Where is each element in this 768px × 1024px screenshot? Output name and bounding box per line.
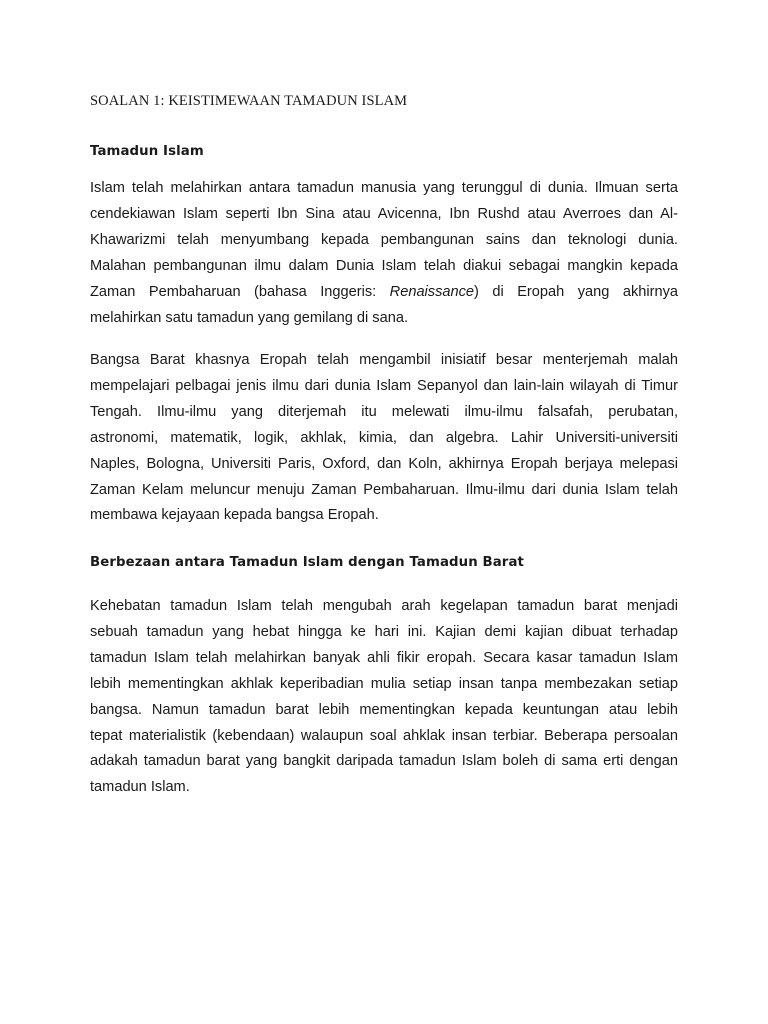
text-line: Islam telah melahirkan antara tamadun manusia yang terunggul di dunia. Ilmuan serta — [90, 180, 678, 196]
text-line: adakah tamadun barat yang bangkit daripada tamadun Islam boleh di sama erti dengan — [90, 753, 678, 770]
text-line: Tengah. Ilmu-ilmu yang diterjemah itu melewati ilmu-ilmu falsafah, perubatan, — [90, 403, 678, 420]
text-segment: ) di Eropah yang akhirnya — [474, 283, 678, 300]
text-line: Naples, Bologna, Universiti Paris, Oxford, dan Koln, akhirnya Eropah berjaya melepasi — [90, 455, 678, 472]
text-line: sebuah tamadun yang hebat hingga ke hari ini. Kajian demi kajian dibuat terhadap — [90, 623, 678, 640]
paragraph — [90, 176, 678, 331]
text-line: Zaman Kelam meluncur menuju Zaman Pembaharuan. Ilmu-ilmu dari dunia Islam telah — [90, 481, 678, 498]
text-line: cendekiawan Islam seperti Ibn Sina atau Avicenna, Ibn Rushd atau Averroes dan Al- — [90, 205, 678, 222]
text-line: melahirkan satu tamadun yang gemilang di sana. — [90, 309, 409, 326]
text-line: Malahan pembangunan ilmu dalam Dunia Islam telah diakui sebagai mangkin kepada — [90, 257, 678, 274]
text-line: Khawarizmi telah menyumbang kepada pembangunan sains dan teknologi dunia. — [90, 231, 678, 248]
text-line: astronomi, matematik, logik, akhlak, kimia, dan algebra. Lahir Universiti-universiti — [90, 429, 678, 446]
text-line: tamadun Islam. — [90, 779, 190, 796]
section-heading-berbezaan: Berbezaan antara Tamadun Islam dengan Tamadun Barat — [90, 555, 524, 570]
text-line: membawa kejayaan kepada bangsa Eropah. — [90, 507, 379, 524]
italic-term: Renaissance — [389, 283, 475, 300]
paragraph — [90, 594, 678, 801]
text-segment: Zaman Pembaharuan (bahasa Inggeris: — [90, 283, 390, 300]
text-line: Bangsa Barat khasnya Eropah telah mengambil inisiatif besar menterjemah malah — [90, 352, 678, 368]
text-line: bangsa. Namun tamadun barat lebih mementingkan kepada keuntungan atau lebih — [90, 701, 678, 718]
text-line: tamadun Islam telah melahirkan banyak ahli fikir eropah. Secara kasar tamadun Islam — [90, 649, 678, 666]
text-line: Kehebatan tamadun Islam telah mengubah arah kegelapan tamadun barat menjadi — [90, 598, 678, 614]
text-line: lebih mementingkan akhlak keperibadian mulia setiap insan tanpa membezakan setiap — [90, 675, 678, 692]
document-title: SOALAN 1: KEISTIMEWAAN TAMADUN ISLAM — [90, 93, 408, 109]
document-page — [90, 0, 678, 1024]
paragraph — [90, 348, 678, 529]
text-line — [90, 280, 678, 306]
section-heading-tamadun-islam: Tamadun Islam — [90, 144, 204, 159]
text-line: mempelajari pelbagai jenis ilmu dari dunia Islam Sepanyol dan lain-lain wilayah di Timur — [90, 377, 678, 394]
text-line: tepat materialistik (kebendaan) walaupun soal ahklak insan terbiar. Beberapa persoalan — [90, 727, 678, 744]
